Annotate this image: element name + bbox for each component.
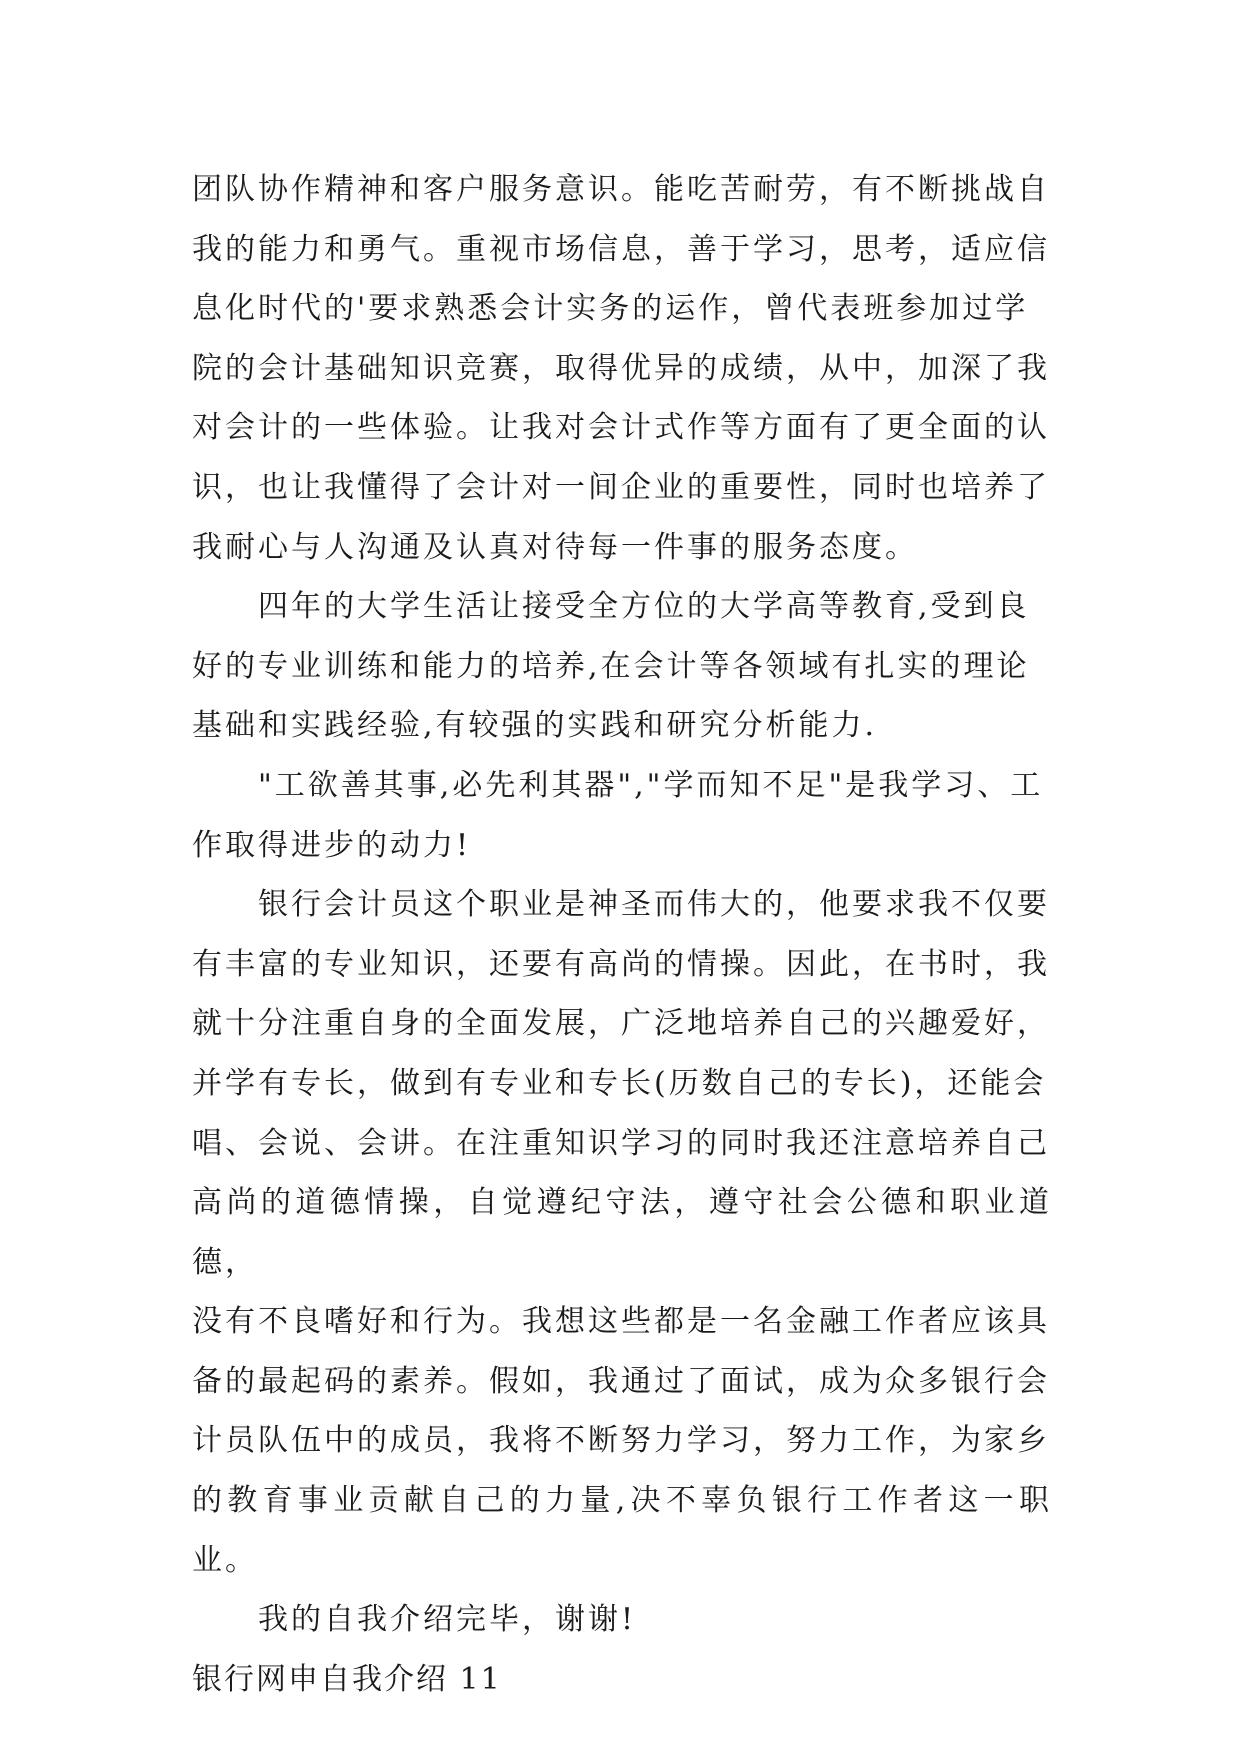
text-line: 我耐心与人沟通及认真对待每一件事的服务态度。 [192,529,918,565]
text-line: 高尚的道德情操，自觉遵纪守法，遵守社会公德和职业道德， [192,1185,1052,1280]
text-line: 银行会计员这个职业是神圣而伟大的，他要求我不仅要 [258,887,1050,923]
text-line: 作取得进步的动力! [192,827,472,863]
text-line: 唱、会说、会讲。在注重知识学习的同时我还注意培养自己 [192,1125,1050,1161]
text-line: 我的能力和勇气。重视市场信息，善于学习，思考，适应信 [192,231,1050,267]
text-line: 我的自我介绍完毕，谢谢! [258,1602,637,1638]
section-heading: 银行网申自我介绍 11 [192,1661,502,1697]
text-line: 识，也让我懂得了会计对一间企业的重要性，同时也培养了 [192,469,1050,505]
text-line: 有丰富的专业知识，还要有高尚的情操。因此，在书时，我 [192,946,1050,982]
text-line: "工欲善其事,必先利其器","学而知不足"是我学习、工 [258,767,1044,803]
text-line: 备的最起码的素养。假如，我通过了面试，成为众多银行会 [192,1363,1050,1399]
text-line: 对会计的一些体验。让我对会计式作等方面有了更全面的认 [192,410,1050,446]
paragraph-teamwork [192,160,1052,577]
text-line: 并学有专长，做到有专业和专长(历数自己的专长)，还能会 [192,1065,1047,1101]
paragraph-university-life [192,577,1052,756]
text-line: 的教育事业贡献自己的力量,决不辜负银行工作者这一职业。 [192,1483,1052,1578]
paragraph-bank-accountant [192,875,1052,1590]
text-line: 四年的大学生活让接受全方位的大学高等教育,受到良 [258,589,1030,625]
text-line: 计员队伍中的成员，我将不断努力学习，努力工作，为家乡 [192,1423,1050,1459]
text-line: 就十分注重自身的全面发展，广泛地培养自己的兴趣爱好， [192,1006,1050,1042]
paragraph-closing [192,1590,1052,1650]
text-line: 息化时代的'要求熟悉会计实务的运作，曾代表班参加过学 [192,291,1029,327]
text-line: 好的专业训练和能力的培养,在会计等各领域有扎实的理论 [192,648,1030,684]
document-body [192,160,1052,1709]
text-line: 基础和实践经验,有较强的实践和研究分析能力. [192,708,878,744]
text-line: 团队协作精神和客户服务意识。能吃苦耐劳，有不断挑战自 [192,172,1050,207]
text-line: 没有不良嗜好和行为。我想这些都是一名金融工作者应该具 [192,1304,1050,1340]
text-line: 院的会计基础知识竞赛，取得优异的成绩，从中，加深了我 [192,350,1050,386]
paragraph-motto [192,756,1052,875]
